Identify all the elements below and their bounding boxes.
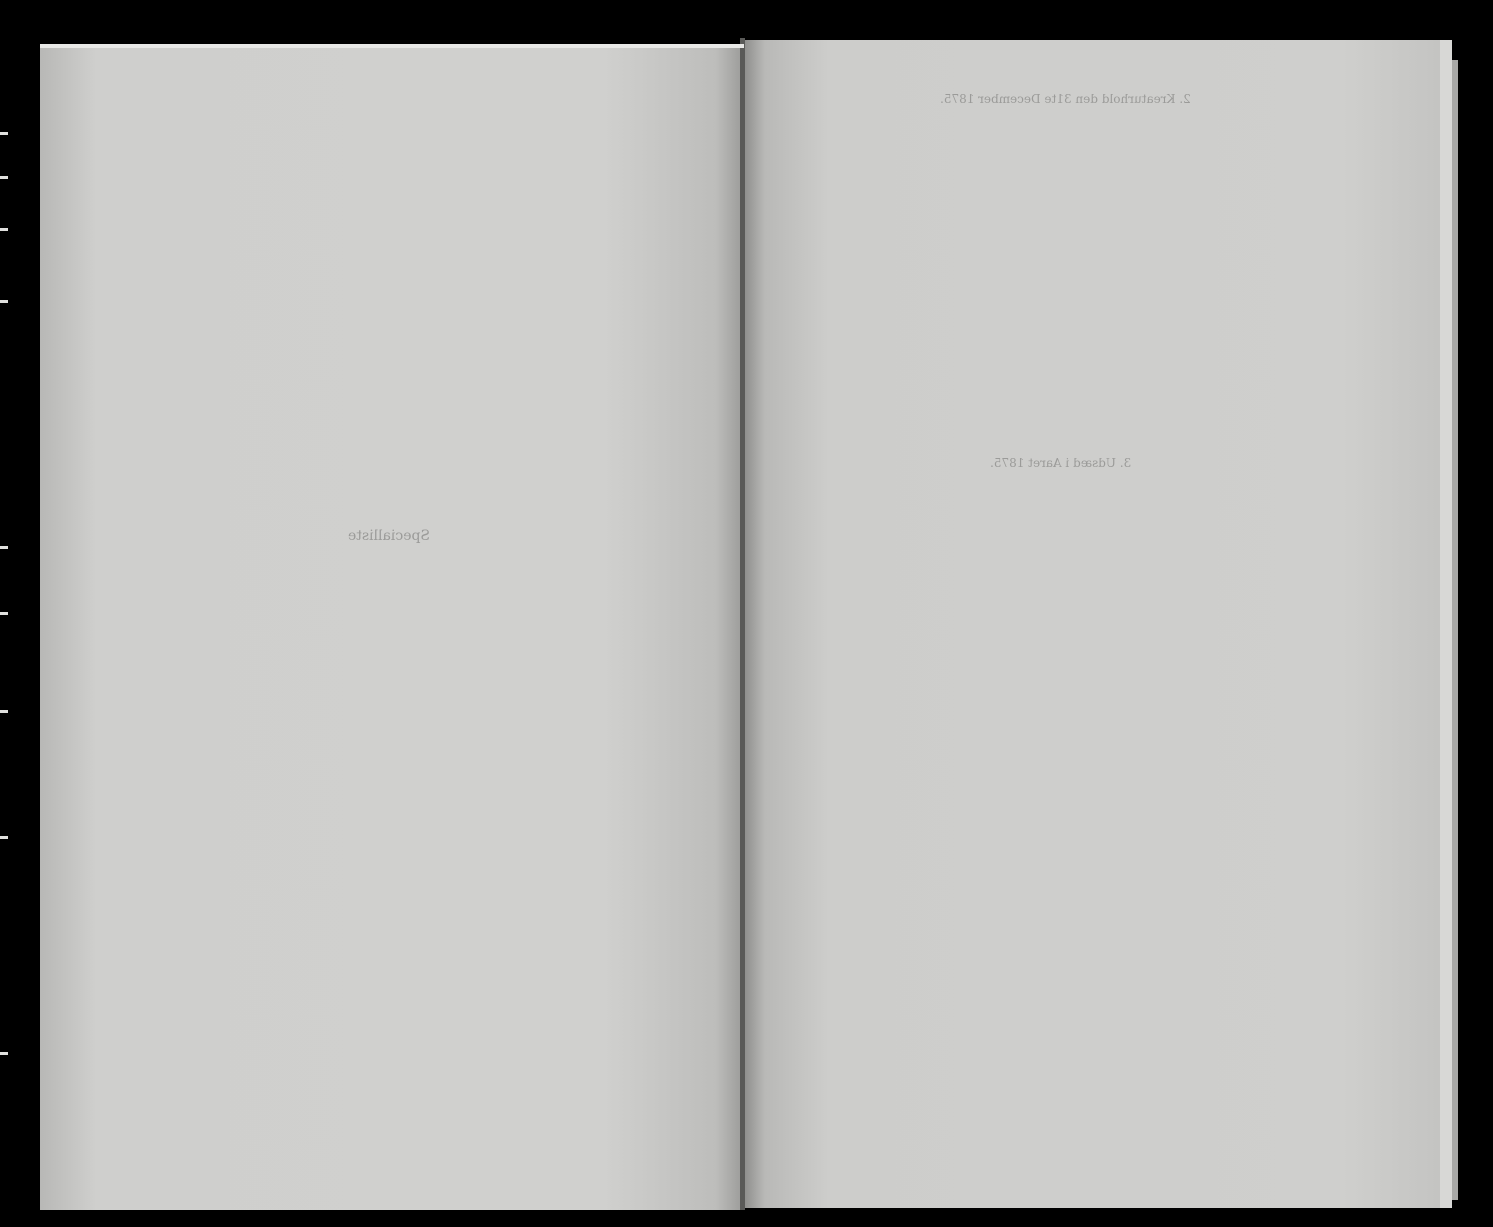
page-edge xyxy=(740,38,745,1210)
binding-tick xyxy=(0,546,8,549)
binding-tick xyxy=(0,612,8,615)
binding-tick xyxy=(0,228,8,231)
binding-tick xyxy=(0,836,8,839)
binding-tick xyxy=(0,176,8,179)
right-page xyxy=(744,40,1448,1208)
bleed-through-text: 2. Kreaturhold den 31te December 1875. xyxy=(940,92,1191,106)
bleed-through-text: 3. Udsæd i Aaret 1875. xyxy=(990,456,1132,470)
page-edge xyxy=(1440,40,1452,1208)
page-edge xyxy=(40,44,744,48)
left-page xyxy=(40,48,744,1210)
binding-tick xyxy=(0,132,8,135)
binding-tick xyxy=(0,710,8,713)
binding-tick xyxy=(0,300,8,303)
page-edge xyxy=(1452,60,1458,1200)
bleed-through-text: Specialliste xyxy=(348,528,431,544)
binding-tick xyxy=(0,1052,8,1055)
